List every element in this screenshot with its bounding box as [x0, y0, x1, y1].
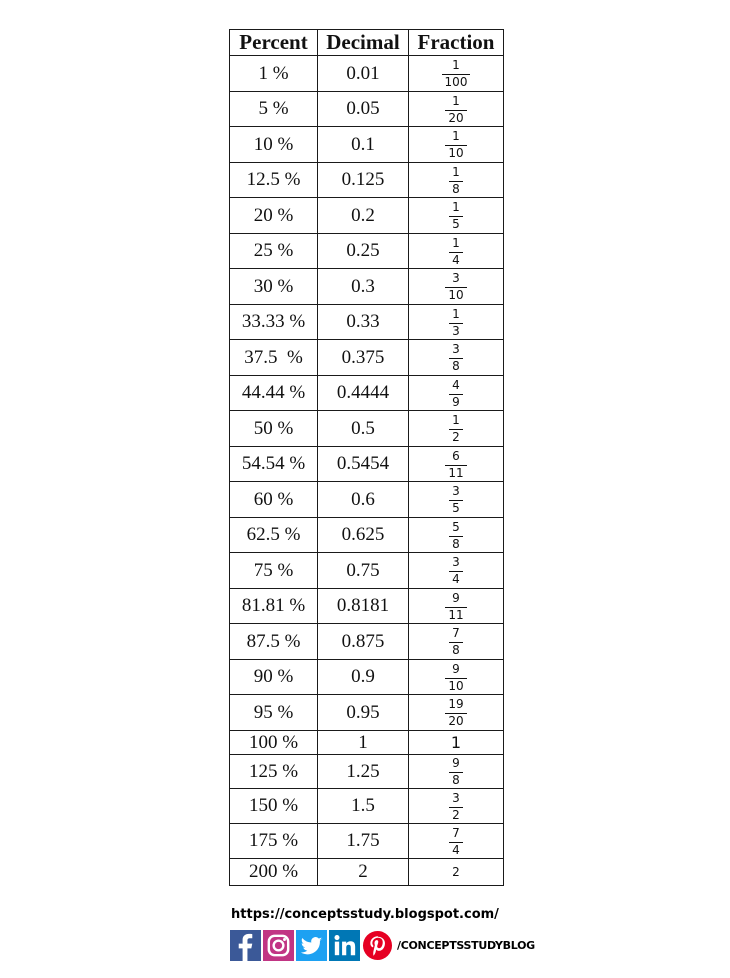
table-row	[230, 234, 504, 269]
percent-cell: 33.33 %	[230, 305, 318, 340]
decimal-cell: 0.2	[318, 198, 409, 234]
decimal-cell: 1.75	[318, 824, 409, 859]
fraction-denominator: 20	[448, 110, 464, 125]
twitter-icon[interactable]	[296, 930, 327, 961]
fraction	[449, 308, 463, 338]
percent-cell: 20 %	[230, 198, 318, 234]
decimal-cell: 0.625	[318, 518, 409, 553]
fraction	[449, 757, 463, 787]
fraction	[449, 237, 463, 267]
decimal-cell: 0.3	[318, 269, 409, 305]
table-row	[230, 340, 504, 376]
decimal-cell: 0.125	[318, 163, 409, 198]
header-percent: Percent	[230, 30, 318, 56]
fraction-cell	[409, 376, 504, 411]
fraction	[449, 485, 463, 515]
fraction-cell	[409, 789, 504, 824]
decimal-cell: 0.8181	[318, 589, 409, 624]
fraction-numerator: 1	[452, 129, 460, 143]
fraction-denominator: 11	[448, 465, 464, 480]
percent-cell: 200 %	[230, 859, 318, 886]
fraction-cell	[409, 234, 504, 269]
table-row	[230, 589, 504, 624]
fraction-whole: 2	[452, 865, 460, 879]
fraction-cell	[409, 518, 504, 553]
fraction-denominator: 2	[452, 807, 460, 822]
decimal-cell: 0.6	[318, 482, 409, 518]
fraction-denominator: 11	[448, 607, 464, 622]
decimal-cell: 1.5	[318, 789, 409, 824]
percent-cell: 87.5 %	[230, 624, 318, 660]
decimal-cell: 0.9	[318, 660, 409, 695]
fraction-denominator: 9	[452, 394, 460, 409]
fraction-numerator: 7	[452, 626, 460, 640]
fraction-numerator: 9	[452, 590, 460, 605]
fraction-denominator: 4	[452, 252, 460, 267]
fraction-cell	[409, 447, 504, 482]
fraction-cell	[409, 127, 504, 163]
facebook-icon[interactable]	[230, 930, 261, 961]
fraction-cell	[409, 482, 504, 518]
percent-cell: 150 %	[230, 789, 318, 824]
fraction-numerator: 1	[452, 306, 460, 321]
fraction	[449, 792, 463, 822]
percent-cell: 25 %	[230, 234, 318, 269]
table-row	[230, 755, 504, 789]
decimal-cell: 0.1	[318, 127, 409, 163]
fraction	[449, 627, 463, 657]
fraction-denominator: 8	[452, 536, 460, 551]
percent-cell: 100 %	[230, 731, 318, 755]
fraction-cell	[409, 755, 504, 789]
fraction-cell	[409, 56, 504, 92]
fraction-cell	[409, 340, 504, 376]
fraction-denominator: 2	[452, 430, 460, 444]
fraction-numerator: 5	[452, 519, 460, 534]
fraction-numerator: 4	[452, 377, 460, 392]
fraction	[445, 130, 466, 160]
fraction-denominator: 8	[452, 181, 460, 196]
decimal-cell: 0.05	[318, 92, 409, 127]
fraction-denominator: 4	[452, 572, 460, 586]
fraction	[445, 698, 466, 728]
percent-cell: 125 %	[230, 755, 318, 789]
fraction-numerator: 1	[452, 164, 460, 179]
fraction	[445, 95, 466, 125]
fraction-numerator: 3	[452, 342, 460, 356]
percent-cell: 50 %	[230, 411, 318, 447]
fraction	[449, 414, 463, 444]
fraction-cell	[409, 859, 504, 886]
decimal-cell: 0.5	[318, 411, 409, 447]
table-row	[230, 376, 504, 411]
fraction-denominator: 8	[452, 773, 460, 787]
fraction-denominator: 10	[448, 288, 464, 302]
decimal-cell: 0.01	[318, 56, 409, 92]
fraction-denominator: 3	[452, 323, 460, 338]
fraction-numerator: 1	[452, 200, 460, 214]
table-row	[230, 127, 504, 163]
percent-cell: 95 %	[230, 695, 318, 731]
table-row	[230, 305, 504, 340]
fraction-cell	[409, 305, 504, 340]
fraction	[449, 379, 463, 409]
fraction	[442, 59, 471, 89]
decimal-cell: 0.95	[318, 695, 409, 731]
decimal-cell: 0.4444	[318, 376, 409, 411]
fraction-numerator: 6	[452, 448, 460, 463]
percent-cell: 37.5 %	[230, 340, 318, 376]
header-fraction: Fraction	[409, 30, 504, 56]
decimal-cell: 1.25	[318, 755, 409, 789]
fraction-numerator: 7	[452, 825, 460, 840]
percent-cell: 12.5 %	[230, 163, 318, 198]
fraction-cell	[409, 411, 504, 447]
fraction	[449, 343, 463, 373]
fraction-denominator: 4	[452, 842, 460, 857]
fraction-cell	[409, 553, 504, 589]
fraction-cell	[409, 824, 504, 859]
table-row	[230, 447, 504, 482]
fraction-denominator: 8	[452, 643, 460, 657]
conversion-table	[229, 29, 504, 886]
fraction-numerator: 3	[452, 555, 460, 569]
percent-cell: 81.81 %	[230, 589, 318, 624]
fraction-numerator: 9	[452, 756, 460, 770]
percent-cell: 1 %	[230, 56, 318, 92]
fraction	[445, 272, 466, 302]
fraction-numerator: 19	[448, 697, 464, 711]
fraction	[445, 592, 466, 622]
decimal-cell: 0.75	[318, 553, 409, 589]
fraction-cell	[409, 163, 504, 198]
fraction	[445, 450, 466, 480]
decimal-cell: 1	[318, 731, 409, 755]
fraction-numerator: 1	[452, 413, 460, 427]
fraction-denominator: 5	[452, 501, 460, 515]
percent-cell: 75 %	[230, 553, 318, 589]
fraction	[449, 521, 463, 551]
table-row	[230, 789, 504, 824]
fraction-numerator: 3	[452, 271, 460, 285]
percent-cell: 5 %	[230, 92, 318, 127]
percent-cell: 10 %	[230, 127, 318, 163]
table-row	[230, 269, 504, 305]
table-row	[230, 56, 504, 92]
fraction-numerator: 3	[452, 484, 460, 498]
fraction-numerator: 9	[452, 661, 460, 676]
fraction-cell	[409, 731, 504, 755]
fraction-numerator: 1	[452, 235, 460, 250]
fraction-cell	[409, 624, 504, 660]
table-row	[230, 411, 504, 447]
fraction-cell	[409, 198, 504, 234]
table-header-row	[230, 30, 504, 56]
table-row	[230, 695, 504, 731]
fraction	[449, 827, 463, 857]
decimal-cell: 0.25	[318, 234, 409, 269]
blog-url[interactable]: https://conceptsstudy.blogspot.com/	[231, 907, 499, 922]
fraction-denominator: 8	[452, 359, 460, 373]
table-row	[230, 731, 504, 755]
percent-cell: 62.5 %	[230, 518, 318, 553]
fraction-numerator: 3	[452, 790, 460, 805]
social-row	[230, 928, 535, 962]
table-row	[230, 624, 504, 660]
fraction-numerator: 1	[452, 93, 460, 108]
percent-cell: 175 %	[230, 824, 318, 859]
pinterest-icon[interactable]	[362, 930, 393, 961]
percent-cell: 30 %	[230, 269, 318, 305]
table-row	[230, 859, 504, 886]
percent-cell: 54.54 %	[230, 447, 318, 482]
social-handle[interactable]: /CONCEPTSSTUDYBLOG	[397, 938, 535, 952]
decimal-cell: 0.375	[318, 340, 409, 376]
instagram-icon[interactable]	[263, 930, 294, 961]
decimal-cell: 2	[318, 859, 409, 886]
table-row	[230, 824, 504, 859]
fraction	[449, 166, 463, 196]
fraction-denominator: 20	[448, 714, 464, 728]
fraction-denominator: 10	[448, 678, 464, 693]
fraction-cell	[409, 92, 504, 127]
table-row	[230, 553, 504, 589]
table-row	[230, 163, 504, 198]
fraction-whole: 1	[450, 733, 462, 752]
fraction-numerator: 1	[452, 58, 460, 72]
fraction	[449, 556, 463, 586]
decimal-cell: 0.33	[318, 305, 409, 340]
fraction-denominator: 100	[444, 75, 468, 89]
fraction-cell	[409, 695, 504, 731]
decimal-cell: 0.5454	[318, 447, 409, 482]
table-body	[230, 56, 504, 886]
fraction-denominator: 10	[448, 146, 464, 160]
fraction-cell	[409, 269, 504, 305]
table-row	[230, 92, 504, 127]
decimal-cell: 0.875	[318, 624, 409, 660]
table-row	[230, 198, 504, 234]
fraction	[445, 663, 466, 693]
percent-cell: 90 %	[230, 660, 318, 695]
fraction	[449, 201, 463, 231]
fraction-cell	[409, 660, 504, 695]
linkedin-icon[interactable]	[329, 930, 360, 961]
percent-cell: 44.44 %	[230, 376, 318, 411]
table-row	[230, 518, 504, 553]
table-row	[230, 482, 504, 518]
table-row	[230, 660, 504, 695]
header-decimal: Decimal	[318, 30, 409, 56]
percent-cell: 60 %	[230, 482, 318, 518]
fraction-denominator: 5	[452, 217, 460, 231]
fraction-cell	[409, 589, 504, 624]
